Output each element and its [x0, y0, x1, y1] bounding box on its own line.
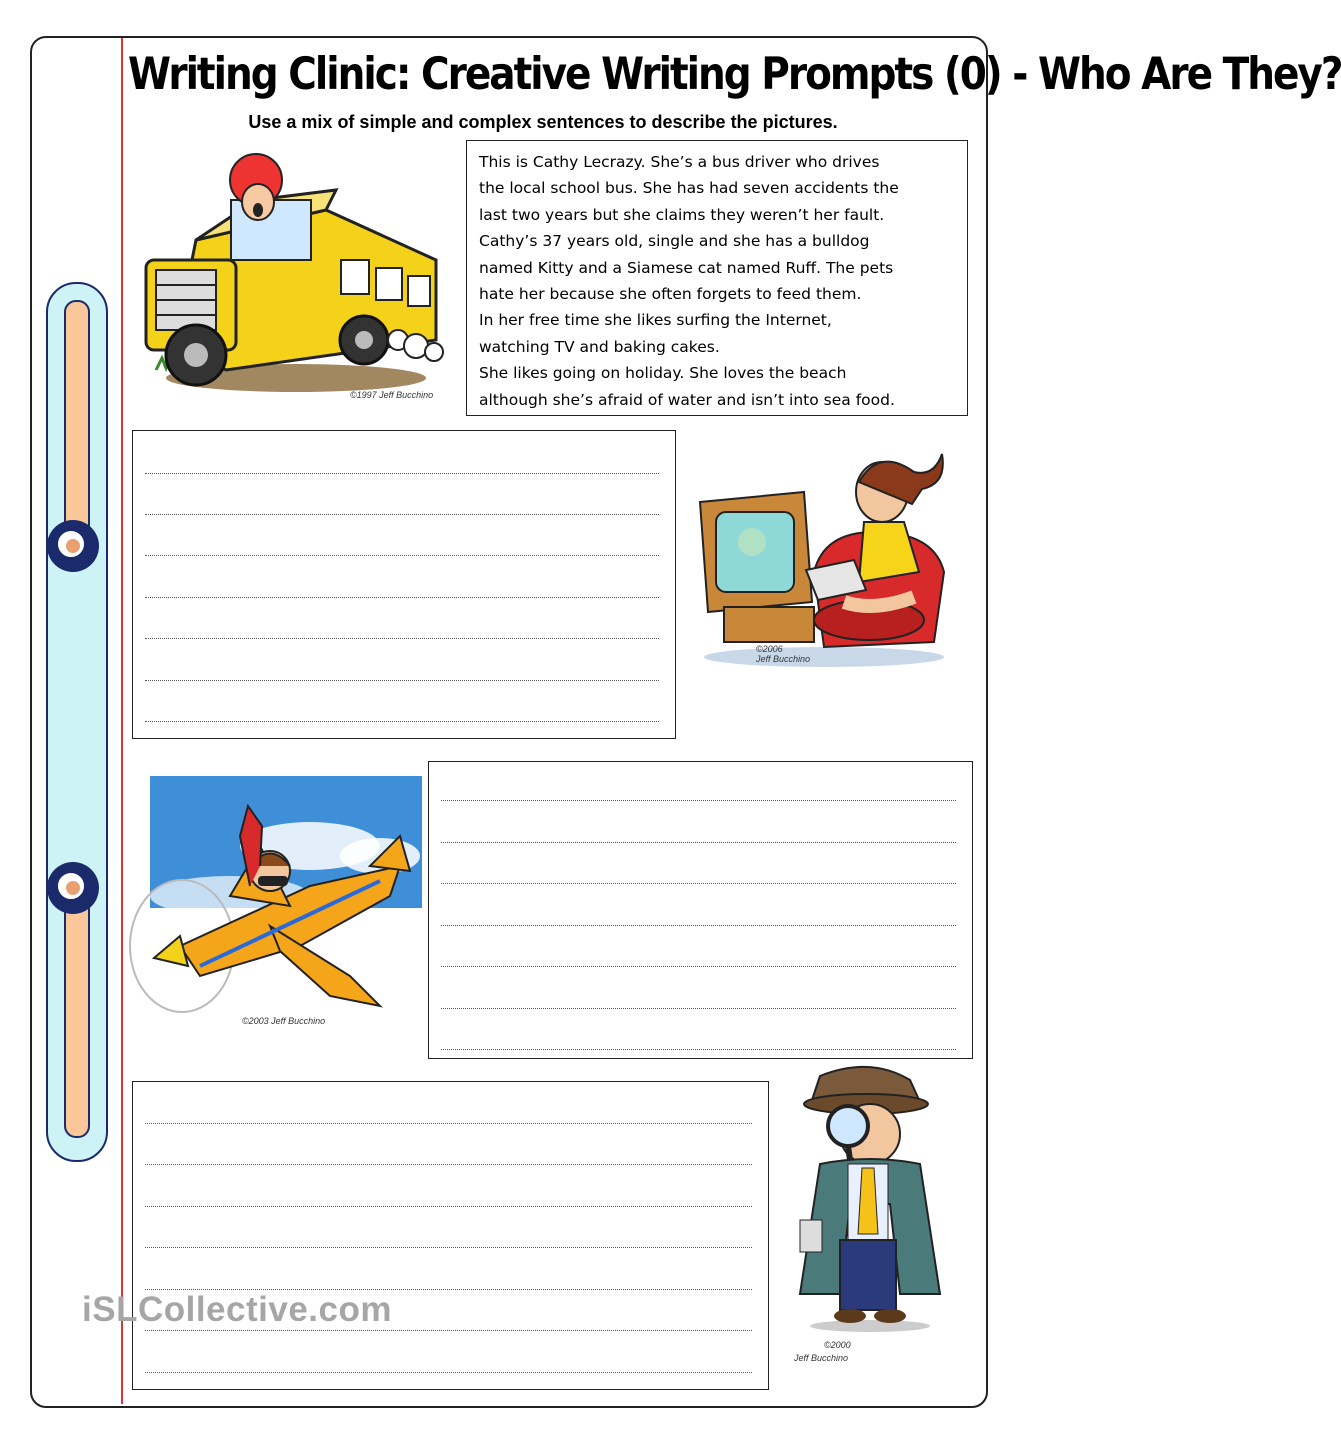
writing-line [145, 721, 659, 722]
example-line: the local school bus. She has had seven accidents the [479, 179, 899, 198]
watermark: iSLCollective.com [82, 1290, 392, 1329]
writing-line [145, 514, 659, 515]
writing-line [145, 638, 659, 639]
example-line: although she’s afraid of water and isn’t into sea food. [479, 390, 895, 409]
writing-line [441, 1049, 956, 1050]
detective-credit-name: Jeff Bucchino [794, 1353, 849, 1363]
writing-box-1[interactable] [132, 430, 676, 739]
writing-line [441, 883, 956, 884]
example-line: watching TV and baking cakes. [479, 337, 720, 356]
example-line: Cathy’s 37 years old, single and she has a bulldog [479, 232, 870, 251]
writing-line [441, 1008, 956, 1009]
bus-credit: ©1997 Jeff Bucchino [350, 390, 434, 400]
writing-line [145, 1330, 752, 1331]
example-line: In her free time she likes surfing the Internet, [479, 311, 832, 330]
binder-ring-lower [47, 862, 99, 914]
binder-slot-lower [64, 884, 90, 1138]
writing-line [145, 1123, 752, 1124]
writing-line [145, 680, 659, 681]
example-line: named Kitty and a Siamese cat named Ruff. The pets [479, 258, 894, 277]
example-line: She likes going on holiday. She loves the beach [479, 364, 847, 383]
margin-line [121, 38, 123, 1404]
writing-line [145, 473, 659, 474]
example-description-box [466, 140, 968, 416]
writing-box-2[interactable] [428, 761, 973, 1059]
writing-line [145, 1372, 752, 1373]
tv-woman-credit-name: Jeff Bucchino [756, 654, 811, 664]
writing-line [145, 1247, 752, 1248]
example-line: This is Cathy Lecrazy. She’s a bus driver who drives [479, 153, 880, 171]
writing-line [145, 597, 659, 598]
writing-line [145, 1206, 752, 1207]
writing-line [441, 966, 956, 967]
writing-line [145, 555, 659, 556]
writing-line [145, 1164, 752, 1165]
example-line: last two years but she claims they weren’t her fault. [479, 205, 885, 224]
detective-illustration [790, 1064, 950, 1368]
writing-line [441, 842, 956, 843]
pilot-credit: ©2003 Jeff Bucchino [242, 1016, 326, 1026]
binder-ring-upper [47, 520, 99, 572]
example-line: hate her because she often forgets to feed them. [479, 285, 862, 304]
writing-box-3[interactable] [132, 1081, 769, 1390]
detective-credit-year: ©2000 [824, 1340, 851, 1350]
tv-woman-credit-year: ©2006 [756, 644, 783, 654]
pilot-illustration [130, 776, 422, 1032]
bus-driver-illustration [136, 140, 462, 404]
instructions: Use a mix of simple and complex sentences to describe the pictures. [248, 112, 838, 132]
page-title: Writing Clinic: Creative Writing Prompts (0) - Who Are They? [128, 48, 1341, 101]
tv-woman-illustration [694, 452, 960, 672]
writing-line [441, 925, 956, 926]
writing-line [441, 800, 956, 801]
binder-slot-upper [64, 300, 90, 544]
